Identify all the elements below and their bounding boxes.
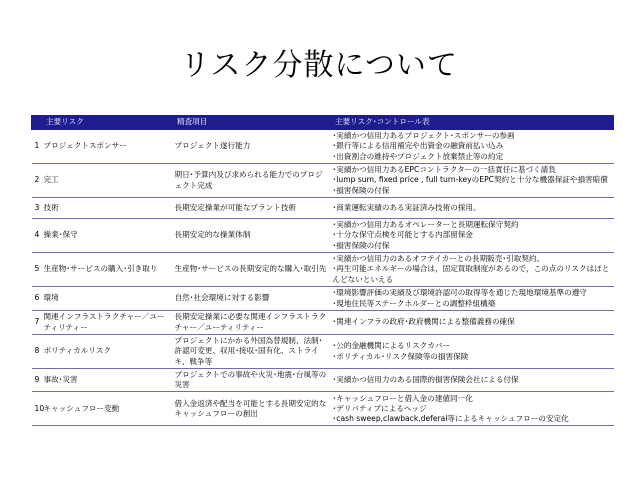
row-risk: キャッシュフロー変動 xyxy=(42,392,173,426)
table-row xyxy=(32,311,614,335)
control-line: ･実績かつ信用力あるEPCコントラクターの一括責任に基づく請負 xyxy=(332,165,556,175)
row-item: 生産物･サービスの長期安定的な購入･取引先 xyxy=(173,253,331,287)
row-number: 9 xyxy=(32,369,42,392)
header-item: 精査項目 xyxy=(173,116,331,130)
row-number: 4 xyxy=(32,219,42,253)
header-risk: 主要リスク xyxy=(42,116,173,130)
row-item: プロジェクト遂行能力 xyxy=(173,130,331,164)
row-item: プロジェクトにかかる外国為替規制、法制･許認可変更、収用･接収･国有化、ストライキ、戦争等 xyxy=(173,335,331,369)
table-row xyxy=(32,219,614,253)
row-controls xyxy=(331,369,614,392)
table-row xyxy=(32,198,614,219)
control-line: ･実績かつ信用力あるオペレーターと長期運転保守契約 xyxy=(332,220,519,230)
row-number: 7 xyxy=(32,311,42,335)
row-number: 2 xyxy=(32,164,42,198)
row-risk: 完工 xyxy=(42,164,173,198)
row-controls xyxy=(331,287,614,311)
table-row xyxy=(32,130,614,164)
table-body xyxy=(32,130,614,426)
table-row xyxy=(32,253,614,287)
control-line: ･商業運転実績のある実証済み技術の採用。 xyxy=(332,202,481,212)
row-controls xyxy=(331,253,614,287)
row-risk: 関連インフラストラクチャー／ユーティリティー xyxy=(42,311,173,335)
control-line: ･十分な保守点検を可能とする内部留保金 xyxy=(332,230,473,240)
control-line: ･損害保険の付保 xyxy=(332,240,390,250)
row-risk: 操業･保守 xyxy=(42,219,173,253)
row-item: 長期安定操業に必要な関連インフラストラクチャー／ユーティリティー xyxy=(173,311,331,335)
control-line: ･実績かつ信用力あるプロジェクト･スポンサーの参画 xyxy=(332,131,515,141)
row-number: 3 xyxy=(32,198,42,219)
table-row xyxy=(32,335,614,369)
row-controls xyxy=(331,198,614,219)
control-line: ･実績かつ信用力のある国際的損害保険会社による付保 xyxy=(332,375,519,384)
page-title: リスク分散について xyxy=(180,48,458,83)
row-risk: 環境 xyxy=(42,287,173,311)
control-line: ･実績かつ信用力のあるオフテイカーとの長期販売･引取契約。 xyxy=(332,254,545,264)
row-risk: ポリティカルリスク xyxy=(42,335,173,369)
row-number: 5 xyxy=(32,253,42,287)
row-controls xyxy=(331,392,614,426)
row-risk: プロジェクトスポンサー xyxy=(42,130,173,164)
table-header-row xyxy=(32,116,614,130)
table-row xyxy=(32,392,614,426)
control-line: ･デリバティブによるヘッジ xyxy=(332,403,427,413)
row-item: 借入金返済や配当を可能とする長期安定的なキャッシュフローの創出 xyxy=(173,392,331,426)
row-risk: 事故･災害 xyxy=(42,369,173,392)
control-line: ･ポリティカル･リスク保険等の損害保険 xyxy=(332,351,469,361)
table-row xyxy=(32,369,614,392)
row-item: 長期安定的な操業体制 xyxy=(173,219,331,253)
row-risk: 技術 xyxy=(42,198,173,219)
control-line: ･出資割合の維持やプロジェクト放棄禁止等の約定 xyxy=(332,151,504,161)
row-item: 自然･社会環境に対する影響 xyxy=(173,287,331,311)
control-line: ･cash sweep,clawback,deferal等によるキャッシュフローの安定化 xyxy=(332,413,569,423)
row-controls xyxy=(331,335,614,369)
table-row xyxy=(32,164,614,198)
row-number: 6 xyxy=(32,287,42,311)
row-controls xyxy=(331,130,614,164)
row-number: 10 xyxy=(32,392,42,426)
control-line: ･環境影響評価の実績及び環境許認可の取得等を通じた現地環境基準の遵守 xyxy=(332,288,587,298)
header-control: 主要リスク･コントロール表 xyxy=(331,116,614,130)
table-row xyxy=(32,287,614,311)
header-number xyxy=(32,116,42,130)
control-line: ･損害保険の付保 xyxy=(332,185,390,195)
row-controls xyxy=(331,219,614,253)
row-controls xyxy=(331,164,614,198)
control-line: ･公的金融機関によるリスクカバー xyxy=(332,341,451,351)
row-controls xyxy=(331,311,614,335)
control-line: ･lump sum, fixed price , full turn-keyのEPC契約と十分な機器保証や損害賠償 xyxy=(332,175,608,185)
control-line: ･再生可能エネルギーの場合は，固定買取制度があるので，この点のリスクはほとんどないといえる xyxy=(332,264,610,284)
control-line: ･銀行等による信用補完や出資金の融資前払い込み xyxy=(332,141,504,151)
row-number: 1 xyxy=(32,130,42,164)
row-item: 長期安定操業が可能なプラント技術 xyxy=(173,198,331,219)
row-item: プロジェクトでの事故や火災･地震･台風等の災害 xyxy=(173,369,331,392)
control-line: ･関連インフラの政府･政府機関による整備義務の確保 xyxy=(332,317,515,327)
row-number: 8 xyxy=(32,335,42,369)
row-risk: 生産物･サービスの購入･引き取り xyxy=(42,253,173,287)
risk-control-table xyxy=(31,115,614,426)
control-line: ･キャッシュフローと借入金の建値同一化 xyxy=(332,393,473,403)
row-item: 期日･予算内及び求められる能力でのプロジェクト完成 xyxy=(173,164,331,198)
control-line: ･現地住民等ステークホルダーとの調整枠組構築 xyxy=(332,298,496,308)
